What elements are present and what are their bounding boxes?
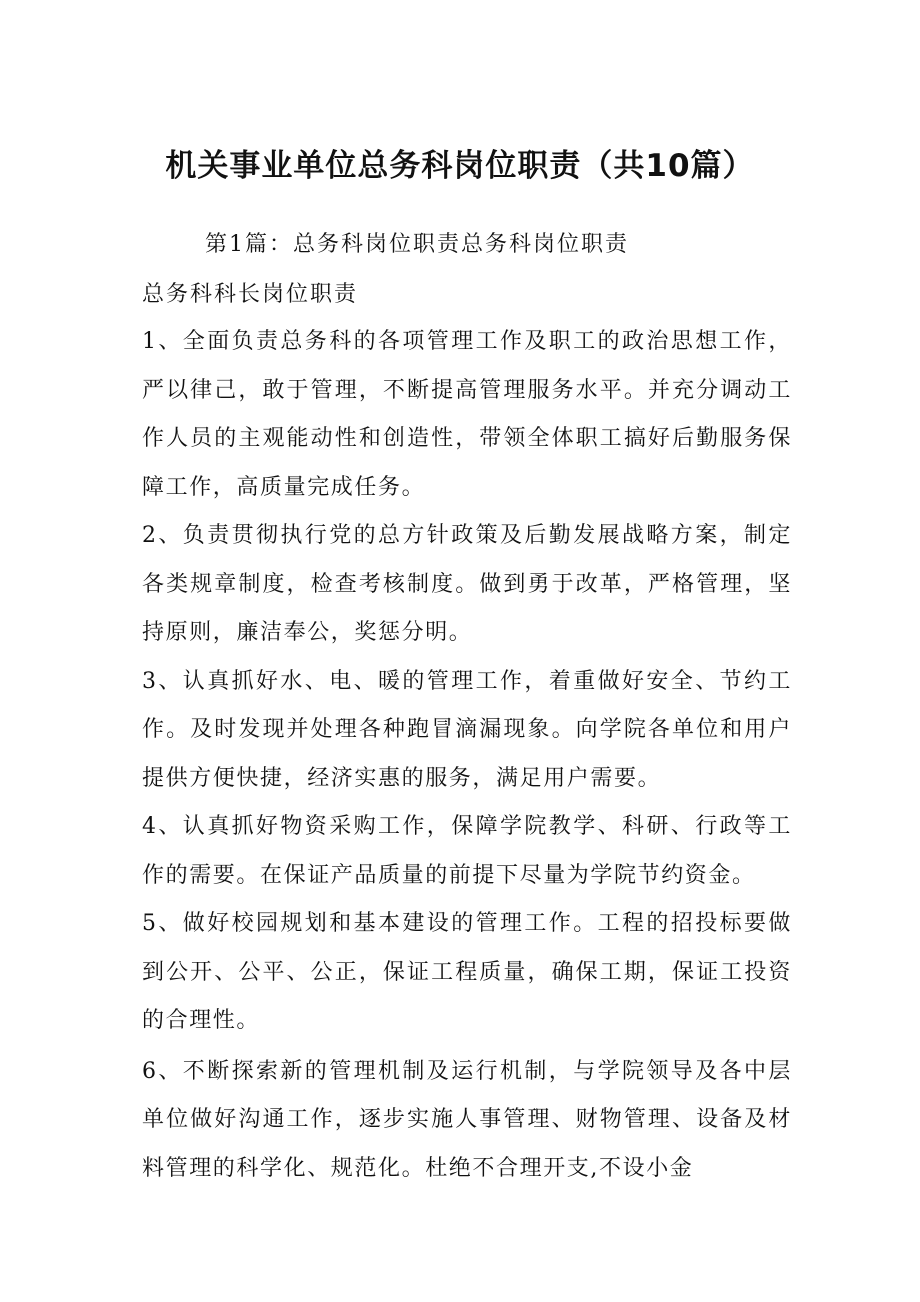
paragraph-5: 5、做好校园规划和基本建设的管理工作。工程的招投标要做到公开、公平、公正，保证工程质量，确保工期，保证工投资的合理性。	[142, 911, 792, 1033]
paragraph-2: 2、负责贯彻执行党的总方针政策及后勤发展战略方案，制定各类规章制度，检查考核制度。做到勇于改革，严格管理，坚持原则，廉洁奉公，奖惩分明。	[142, 523, 792, 645]
paragraph-3: 3、认真抓好水、电、暖的管理工作，着重做好安全、节约工作。及时发现并处理各种跑冒滴漏现象。向学院各单位和用户提供方便快捷，经济实惠的服务，满足用户需要。	[142, 668, 792, 791]
sub-heading: 总务科科长岗位职责	[142, 282, 359, 307]
section-heading: 第1篇：总务科岗位职责总务科岗位职责	[205, 232, 629, 257]
paragraph-6: 6、不断探索新的管理机制及运行机制，与学院领导及各中层单位做好沟通工作，逐步实施人事管理、财物管理、设备及材料管理的科学化、规范化。杜绝不合理开支,不设小金	[142, 1058, 792, 1181]
paragraph-4: 4、认真抓好物资采购工作，保障学院教学、科研、行政等工作的需要。在保证产品质量的前提下尽量为学院节约资金。	[142, 814, 792, 888]
body-text	[142, 318, 792, 1193]
paragraph-1: 1、全面负责总务科的各项管理工作及职工的政治思想工作，严以律己，敢于管理，不断提高管理服务水平。并充分调动工作人员的主观能动性和创造性，带领全体职工搞好后勤服务保障工作，高质量完成任务。	[142, 329, 792, 500]
document-title: 机关事业单位总务科岗位职责（共10篇）	[165, 148, 755, 184]
